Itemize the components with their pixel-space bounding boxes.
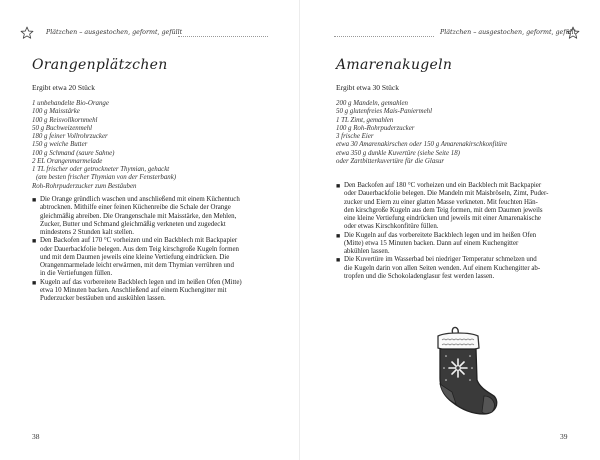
ingredient-item: Roh-Rohrpuderzucker zum Bestäuben (32, 182, 137, 190)
square-bullet-icon: ■ (336, 182, 341, 190)
running-header-text: Plätzchen – ausgestochen, geformt, gefüllt (46, 29, 183, 36)
square-bullet-icon: ■ (32, 237, 37, 246)
step-line: oder Dauerbackfolie belegen. Die Mandeln mit Maisbröseln, Zimt, Puder- (344, 190, 549, 198)
step-item (336, 182, 548, 232)
step-line: zucker und Eiern zu einer glatten Masse verkneten. Mit feuchten Hän- (344, 198, 538, 206)
step-line: Orangenmarmelade leicht erwärmen, mit dem Thymian verrühren und (40, 262, 234, 269)
header-rule (334, 36, 434, 37)
step-line: (Mitte) etwa 15 Minuten backen. Dann auf einem Kuchengitter (344, 239, 519, 247)
ingredient-item: 1 TL Zimt, gemahlen (336, 116, 394, 124)
ingredient-item: 100 g Roh-Rohrpuderzucker (336, 124, 415, 132)
ingredient-list (336, 100, 507, 166)
step-line: Die Orange gründlich waschen und anschließend mit einem Küchentuch (40, 196, 240, 203)
step-line: tropfen und die Schokoladenglasur fest werden lassen. (344, 272, 495, 280)
step-line: die Kugeln darin von allen Seiten wenden. Auf einem Kuchengitter ab- (344, 264, 541, 272)
ingredient-item: 1 unbehandelte Bio-Orange (32, 100, 109, 107)
recipe-title: Amarenakugeln (336, 57, 453, 73)
step-item (32, 237, 242, 278)
recipe-title: Orangenplätzchen (32, 57, 168, 73)
step-line: oder Dauerbackfolie belegen. Aus dem Teig kirschgroße Kugeln formen (40, 245, 239, 253)
header-rule (178, 36, 268, 37)
step-line: Die Kuvertüre im Wasserbad bei niedriger Temperatur schmelzen und (344, 256, 537, 264)
ingredient-item: 1 TL frischer oder getrockneter Thymian, gehackt (32, 166, 170, 173)
step-line: Puderzucker bestäuben und auskühlen lassen. (40, 295, 166, 302)
ingredient-list (32, 100, 176, 191)
page-number: 39 (560, 432, 568, 441)
step-line: in die Vertiefungen füllen. (40, 270, 113, 278)
step-item (32, 279, 242, 304)
ingredient-item: 100 g Schmand (saure Sahne) (32, 149, 115, 157)
step-list (336, 182, 548, 281)
ingredient-item: 100 g Maisstärke (32, 108, 80, 116)
ingredient-item: 50 g Buchweizenmehl (32, 124, 93, 132)
square-bullet-icon: ■ (32, 196, 37, 204)
recipe-yield: Ergibt etwa 20 Stück (32, 83, 95, 92)
step-line: eine kleine Vertiefung eindrücken und jeweils mit einer Amarenakische (344, 215, 541, 222)
step-line: Kugeln auf das vorbereitete Backblech legen und im heißen Ofen (Mitte) (40, 278, 242, 286)
step-line: Den Backofen auf 170 °C vorheizen und ein Backblech mit Backpapier (40, 237, 238, 245)
ingredient-item: 200 g Mandeln, gemahlen (336, 100, 408, 107)
ingredient-item: oder Zartbitterkuvertüre für die Glasur (336, 157, 445, 165)
step-line: und mit dem Daumen jeweils eine kleine Vertiefung eindrücken. Die (40, 253, 230, 261)
step-line: Zucker, Butter und Schmand gleichmäßig verkneten und zugedeckt (40, 220, 226, 228)
square-bullet-icon: ■ (336, 256, 341, 265)
christmas-stocking-illustration (426, 326, 502, 418)
ingredient-item: etwa 350 g dunkle Kuvertüre (siehe Seite 18) (336, 149, 460, 157)
running-header-left (0, 29, 300, 43)
ingredient-item: (am besten frischer Thymian von der Fensterbank) (36, 174, 177, 182)
square-bullet-icon: ■ (336, 231, 341, 240)
step-line: oder etwas Kirschkonfitüre füllen. (344, 223, 439, 231)
step-line: gleichmäßig abreiben. Die Orangenschale mit Maisstärke, den Mehlen, (40, 212, 237, 220)
step-line: abkühlen lassen. (344, 248, 390, 255)
step-item (336, 256, 548, 281)
step-item (32, 196, 242, 237)
step-line: etwa 10 Minuten backen. Anschließend auf einem Kuchengitter mit (40, 286, 227, 294)
star-outline-icon (20, 26, 34, 40)
step-line: mindestens 2 Stunden kalt stellen. (40, 229, 134, 236)
ingredient-item: etwa 30 Amarenakirschen oder 150 g Amarenakirschkonfitüre (336, 141, 508, 149)
right-page (300, 0, 600, 460)
ingredient-item: 3 frische Eier (336, 133, 374, 140)
ingredient-item: 180 g feiner Vollrohrzucker (32, 133, 108, 140)
step-line: Die Kugeln auf das vorbereitete Backblech legen und im heißen Ofen (344, 231, 537, 239)
step-item (336, 232, 548, 257)
ingredient-item: 150 g weiche Butter (32, 141, 88, 149)
ingredient-item: 100 g Reisvollkornmehl (32, 116, 98, 124)
page-number: 38 (32, 432, 40, 441)
running-header-right (300, 29, 600, 43)
ingredient-item: 50 g glutenfreies Mais-Paniermehl (336, 108, 433, 116)
step-line: abtrocknen. Mithilfe einer feinen Küchenreibe die Schale der Orange (40, 204, 231, 212)
step-list (32, 196, 242, 303)
running-header-text: Plätzchen – ausgestochen, geformt, gefüllt (440, 29, 577, 36)
recipe-yield: Ergibt etwa 30 Stück (336, 83, 399, 92)
step-line: Den Backofen auf 180 °C vorheizen und ein Backblech mit Backpapier (344, 182, 542, 189)
step-line: den kirschgroße Kugeln aus dem Teig formen, mit dem Daumen jeweils (344, 206, 543, 214)
ingredient-item: 2 EL Orangenmarmelade (32, 157, 103, 165)
star-outline-icon (566, 26, 580, 40)
square-bullet-icon: ■ (32, 278, 37, 287)
